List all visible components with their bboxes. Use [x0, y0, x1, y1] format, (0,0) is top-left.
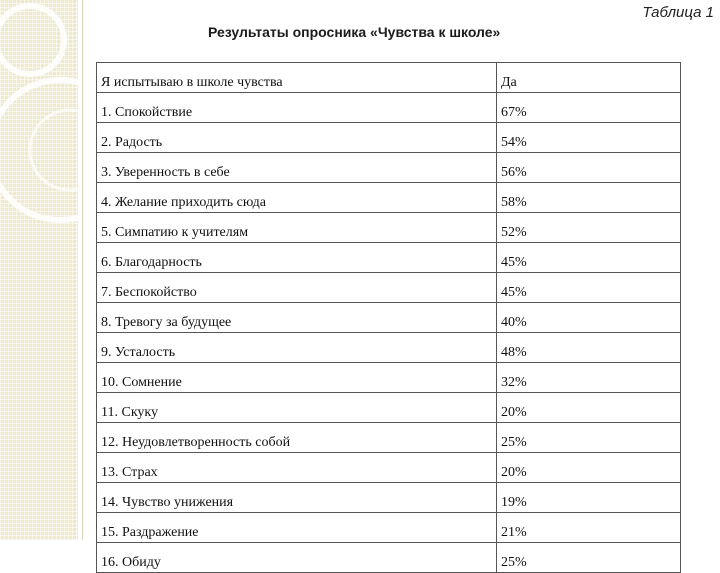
table-row — [97, 153, 681, 183]
panel-divider — [82, 0, 83, 540]
table-row — [97, 303, 681, 333]
table-row — [97, 483, 681, 513]
table-row — [97, 273, 681, 303]
table-row — [97, 123, 681, 153]
table-row — [97, 243, 681, 273]
yes-percent-cell: 25% — [497, 423, 681, 453]
yes-percent-cell: 52% — [497, 213, 681, 243]
yes-percent-cell: 56% — [497, 153, 681, 183]
table-header-row — [97, 63, 681, 93]
table-row — [97, 393, 681, 423]
yes-percent-cell: 40% — [497, 303, 681, 333]
page-title: Результаты опросника «Чувства к школе» — [208, 24, 501, 40]
feeling-cell: 4. Желание приходить сюда — [97, 183, 497, 213]
yes-percent-cell: 20% — [497, 453, 681, 483]
table-number-label: Таблица 1 — [642, 4, 714, 21]
yes-percent-cell: 45% — [497, 243, 681, 273]
column-header-feeling: Я испытываю в школе чувства — [97, 63, 497, 93]
table-row — [97, 513, 681, 543]
feeling-cell: 1. Спокойствие — [97, 93, 497, 123]
table-row — [97, 453, 681, 483]
table-row — [97, 213, 681, 243]
table-row — [97, 333, 681, 363]
feeling-cell: 8. Тревогу за будущее — [97, 303, 497, 333]
feeling-cell: 10. Сомнение — [97, 363, 497, 393]
feeling-cell: 16. Обиду — [97, 543, 497, 573]
table-row — [97, 183, 681, 213]
feeling-cell: 2. Радость — [97, 123, 497, 153]
feeling-cell: 14. Чувство унижения — [97, 483, 497, 513]
feeling-cell: 13. Страх — [97, 453, 497, 483]
yes-percent-cell: 45% — [497, 273, 681, 303]
feeling-cell: 6. Благодарность — [97, 243, 497, 273]
yes-percent-cell: 32% — [497, 363, 681, 393]
table-row — [97, 543, 681, 573]
table-row — [97, 363, 681, 393]
yes-percent-cell: 19% — [497, 483, 681, 513]
yes-percent-cell: 54% — [497, 123, 681, 153]
feeling-cell: 9. Усталость — [97, 333, 497, 363]
yes-percent-cell: 25% — [497, 543, 681, 573]
feeling-cell: 11. Скуку — [97, 393, 497, 423]
feeling-cell: 15. Раздражение — [97, 513, 497, 543]
yes-percent-cell: 67% — [497, 93, 681, 123]
table-row — [97, 423, 681, 453]
survey-results-table — [96, 62, 681, 573]
decorative-circles — [0, 0, 78, 540]
yes-percent-cell: 48% — [497, 333, 681, 363]
yes-percent-cell: 20% — [497, 393, 681, 423]
decorative-side-panel — [0, 0, 78, 540]
feeling-cell: 12. Неудовлетворенность собой — [97, 423, 497, 453]
yes-percent-cell: 58% — [497, 183, 681, 213]
yes-percent-cell: 21% — [497, 513, 681, 543]
feeling-cell: 5. Симпатию к учителям — [97, 213, 497, 243]
feeling-cell: 3. Уверенность в себе — [97, 153, 497, 183]
column-header-yes: Да — [497, 63, 681, 93]
table-row — [97, 93, 681, 123]
feeling-cell: 7. Беспокойство — [97, 273, 497, 303]
